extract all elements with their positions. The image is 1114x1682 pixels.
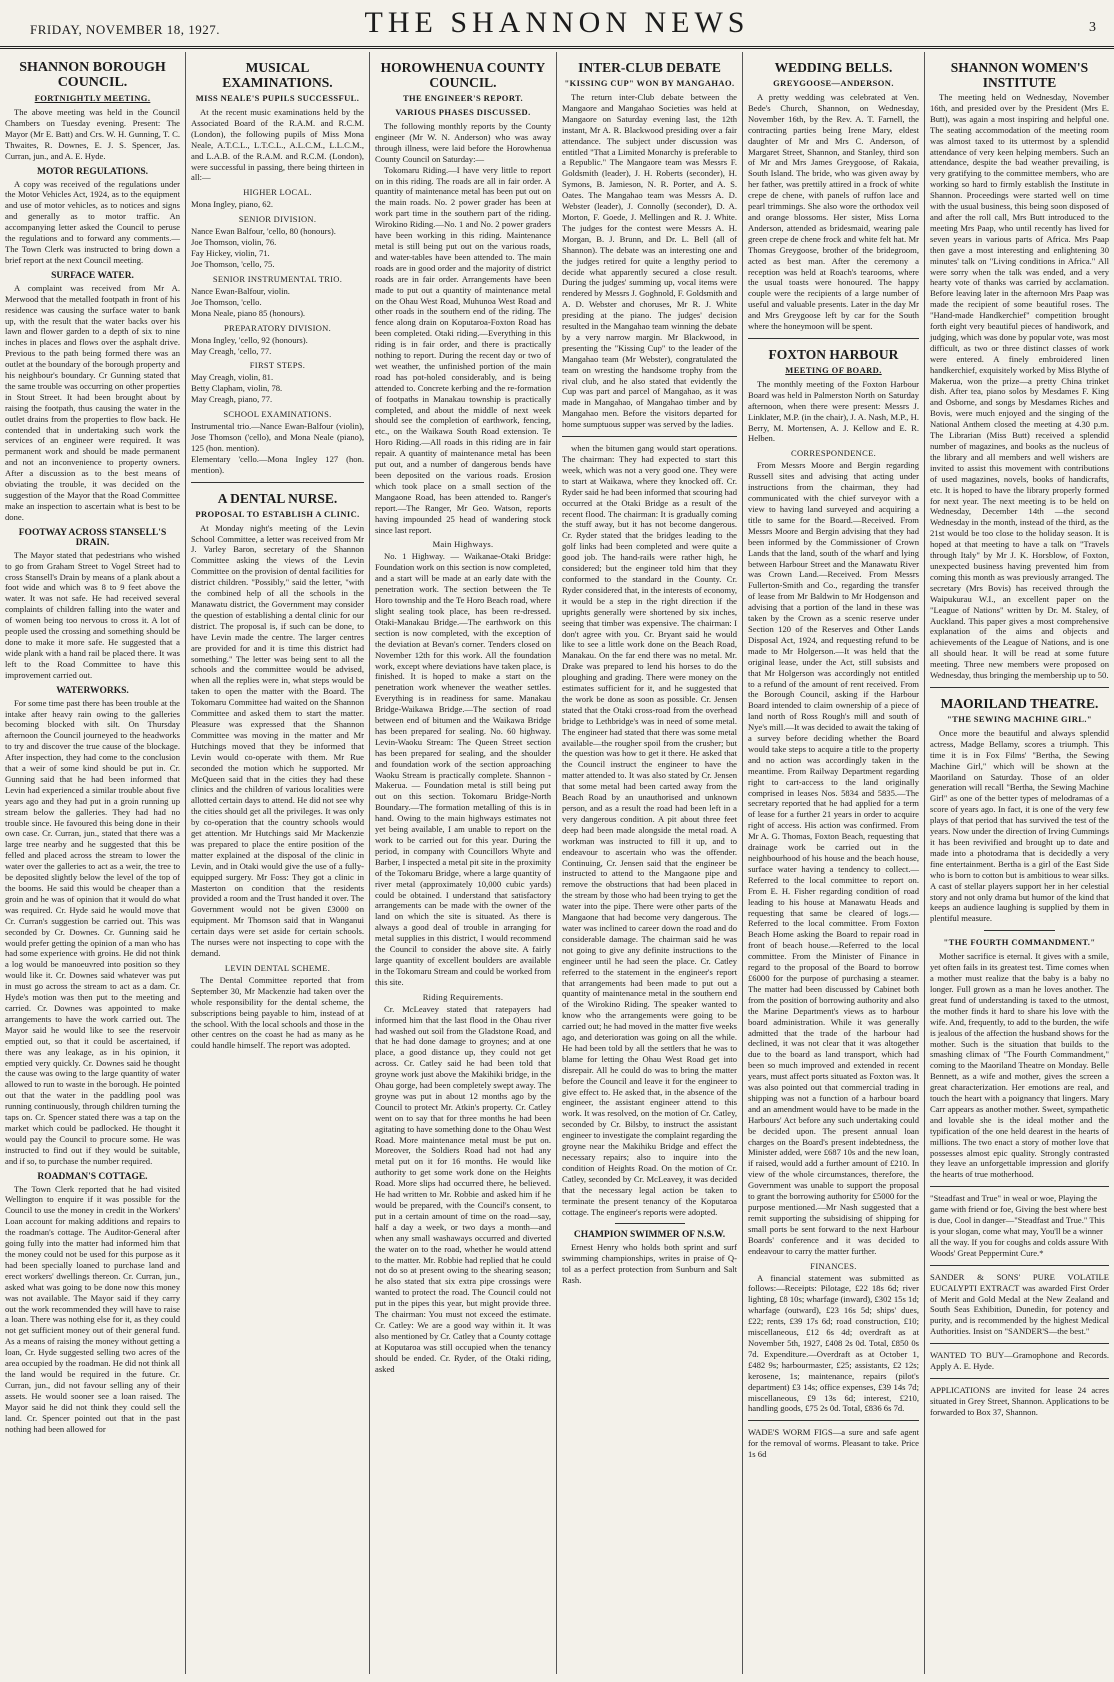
issue-date: FRIDAY, NOVEMBER 18, 1927. (30, 22, 220, 37)
column-rule (930, 687, 1109, 688)
page-marker: 3 (1089, 20, 1096, 35)
column-6 (925, 52, 1114, 1674)
article-body: A copy was received of the regulations under the Motor Vehicles Act, 1924, as to the equipment and use of motor vehicles, as to notices and signs and generally as to motor traffic. An accompanying letter asked the Council to peruse the regulations and to forward any comments.—The Town Clerk was instructed to bring down a brief report at the next Council meeting. (5, 178, 180, 265)
article-headline: MUSICAL EXAMINATIONS. (222, 60, 333, 90)
article-subhead: "THE SEWING MACHINE GIRL." (947, 713, 1092, 724)
section-heading: FIRST STEPS. (249, 360, 306, 371)
result-list: Elementary 'cello.—Mona Ingley 127 (hon. mention). (191, 453, 364, 475)
article-body: The Dental Committee reported that from September 30, Mr Mackenzie had taken over the whole responsibility for the dental scheme, the subscriptions being payable to him, instead of at the school. With the local schools and those in the other centres on the coast he had as many as he could handle himself. The report was adopted. (191, 974, 364, 1051)
article-headline: SHANNON WOMEN'S INSTITUTE (950, 60, 1089, 90)
article-body: The monthly meeting of the Foxton Harbour Board was held in Palmerston North on Saturday afternoon, when there were present: Messrs J. Linklater, M.P. (in the chair), J. A. Nash, M.P., H. Berry, M. Mortensen, A. J. Kellow and E. R. Helben. (748, 378, 919, 444)
section-heading: SENIOR DIVISION. (238, 214, 317, 225)
article-subhead: "KISSING CUP" WON BY MANGAHAO. (564, 78, 735, 88)
article-body: For some time past there has been trouble at the intake after heavy rain owing to the galleries becoming blocked with silt. On Thursday afternoon the Council journeyed to the headworks to try and discover the true cause of the blockage. After inspection, they had come to the conclusion that a weir of some kind should be put in. Cr. Gunning said that he had been informed that Levin had experienced a similar trouble about five years ago and they had put in a groin running up stream below the galleries. They had had no trouble since. He favoured this being done in their own case. Cr. Curran, jun., stated that there was a large tree nearby and he suggested that this be felled and placed across the stream to lower the water over the galleries to act as a weir, the tree to be deposited slightly below the level of the top of the booms. He said this would be cheaper than a groin and he was of opinion that it would do what was required. Cr. Hyde said he would move that Cr. Curran's suggestion be carried out. This was seconded by Cr. Downes. Cr. Gunning said he would prefer getting the opinion of a man who has had some experience with groins. He did not think a log would be manoeuvred into position so they would like it. Cr. Downes said whatever was put in must go across the stream to act as a dam. Cr. Hyde's motion was then put to the meeting and carried. Cr. Downes was appointed to make arrangements to have the work carried out. The Mayor said he would like to see the reservoir emptied out, so that it could be ascertained, if there was any leakage, as in his opinion, it emptied very quickly. Cr. Downes said he thought the cause was owing to the large quantity of water allowed to run to waste in the borough. He pointed out that the water in the paddling pool was running continuously, through children turning the taps on. Cr. Spencer stated there was a tap on the market which could be padlocked. He thought it would pay the Council to procure some. He was instructed to find out if they would be suitable, and if so, to purchase the number required. (5, 697, 180, 1166)
article-body: The Mayor stated that pedestrians who wished to go from Graham Street to Vogel Street had to cross Stansell's Drain by means of a plank about a foot wide and which was 8 to 9 feet above the water. It was not safe. He had received several complaints of children falling into the water and of women being too nervous to cross it. A lot of people used the crossing and something should be done to make it more safe. He suggested that a wide plank with a hand rail be placed there. It was left to the Road Committee to have this improvement carried out. (5, 549, 180, 680)
section-heading: SENIOR INSTRUMENTAL TRIO. (212, 273, 343, 284)
article-body: Once more the beautiful and always splendid actress, Madge Bellamy, scores a triumph. This time it is in Fox Films' "Bertha, the Sewing Machine Girl," which will be shown at the Maoriland on Saturday. Those of an older generation will recall "Bertha, the Sewing Machine Girl" as one of the better types of melodramas of a score of years ago. In fact, it is one of the very few plays of that period that has survived the test of the years. Now under the direction of Irving Cummings it has been revivified and brought up to date and made into a photodrama that is decidedly a very fine entertainment. Bertha is a girl of the East Side who is born to cotton but is ambitious to wear silks. A cast of stellar players support her in her celestial story and not only drama but humor of the kind that keeps an audience laughing is supplied by them in plentiful measure. (930, 727, 1109, 924)
section-heading: Riding Requirements. (422, 991, 504, 1002)
section-heading: CORRESPONDENCE. (790, 448, 877, 459)
article-subhead: THE ENGINEER'S REPORT. (402, 93, 524, 103)
column-rule (748, 338, 919, 339)
article-body: when the bitumen gang would start operations. The chairman: They had expected to start this week, which was not a very good one. They were to start at Waikawa, where they knocked off. Cr. Ryder said he had been informed that scouring had occurred at the Otaki Bridge as a result of the recent flood. The chairman: It is gradually coming the stuff away, but it has not become dangerous. Cr. Ryder stated that the bridges leading to the golf links had been completed and were quite a good job. The hand-rails were rather high, he considered; but the engineer told him that they conformed to the standard in the County. Cr. Ryder considered that, in the interests of economy, it would be a step in the right direction if the uprights generally were shortened by six inches, seeing that timber was expensive. The chairman: I don't agree with you. Cr. Bryant said he would like to see a little work done on the Beach Road, Manakau. On the far end there was no metal. Mr. Drake was prepared to lend his horses to do the ploughing and grading. There were money on the estimates sufficient for it, and he suggested that the work be done as soon as possible. Cr. Jensen stated that the Otaki cross-road from the overhead bridge to Lethbridge's was in need of some metal. The engineer had stated that there was some metal available—the rougher spoil from the crusher; but the question was how to get it there. He asked that the Council instruct the engineer to have the matter attended to. It was also stated by Cr. Jensen that some metal had been carted away from the Beach Road by an unauthorised and unknown person, and as a result the road had been left in a very dangerous condition. A pit about three feet deep had been made alongside the metal road. A workman was instructed to fill it up, and to endeavour to ascertain who was the offender. Continuing, Cr. Jensen said that the engineer be instructed to attend to the Mangaone pipe and remove the obstructions that had been placed in the stream by those who had been trying to get the water into the pipe. There were other parts of the Mangaone that had become very dangerous. The water was inclined to career down the road and do considerable damage. The chairman said he was not going to give any definite instructions to the engineer until he had seen the place. Cr. Catley referred to the statement in the engineer's report that arrangements had been made to put out a quantity of maintenance metal in the southern end of the Wirokino Riding. The speaker wanted to know who the arrangements were going to be carried out; he had moved in the matter five weeks ago, and deterioration was going on all the while. He had been told by all the settlers that he was to blame for letting the Ohau West Road get into disrepair. All he could do was to bring the matter before the Council and leave it for the engineer to give effect to. He asked that, in the absence of the engineer, the assistant engineer attend to this work. It was resolved, on the motion of Cr. Catley, seconded by Cr. Bilsby, to instruct the assistant engineer to investigate the complaint regarding the groyne near the Makihiku Bridge and effect the necessary repairs; also to inquire into the condition of Heights Road. On the motion of Cr. Catley, seconded by Cr. McLeavey, it was decided that the necessary legal action be taken to terminate the present tenancy of the Koputaroa cottage. The engineer's reports were adopted. (562, 443, 737, 1217)
article-body: The return inter-Club debate between the Mangaore and Mangahao Societies was held at Mangaore on Saturday evening last, the 12th instant, Mr A. R. Blackwood presiding over a fair attendance. The subject under discussion was entitled "That a Limited Monarchy is preferable to a Republic." The Mangaore team was Messrs F. Goldsmith (leader), J. H. Roberts (seconder), H. Symons, B. Jamieson, N. R. Porter, and A. S. Oates. The Mangahao team was Messrs A. D. Webster (leader), J. Connolly (seconder), D. A. Morton, F. Goede, J. Mellingen and R. J. White. The judges for the contest were Messrs A. H. Morgan, B. J. Brunn, and Dr. L. Bell (all of Shannon). The debate was an interesting one and the judges retired for quite a lengthy period to decide what apparently secured a close result. During the judges' summing up, vocal items were rendered by Messrs J. Goghnold, F. Goldsmith and A. D. Webster and choruses, Mr R. J. White presiding at the piano. The judges' decision resulted in the Mangahao team winning the debate by a very narrow margin. Mr Blackwood, in presenting the "Kissing Cup" to the leader of the Mangahao team (Mr Webster), congratulated the team on wresting the handsome trophy from the rival club, and he also stated that evidently the Cup was part and parcel of Mangahao, as it was made in Mangahao, of Mangahao timber and by Mangahao men. Before the visitors departed for home sumptuous supper was served by the ladies. (562, 92, 737, 430)
advertisement: "Steadfast and True" in weal or woe, Playing the game with friend or foe, Giving the best where best is due, Cool in danger—"Steadfast and True." This is your slogan, come what may, You'll be a winner all the way. If you for coughs and colds assure With Woods' Great Peppermint Cure.* (930, 1193, 1109, 1258)
article-headline: A DENTAL NURSE. (217, 490, 338, 506)
advertisement: Ernest Henry who holds both sprint and surf swimming championships, writes in praise of Q-tol as a perfect protection from Sunburn and Salt Rash. (562, 1242, 737, 1286)
section-heading: FINANCES. (810, 1260, 857, 1271)
column-5 (743, 52, 925, 1674)
article-body: The meeting held on Wednesday, November 16th, and presided over by the President (Mrs E. Butt), was again a most inspiring and helpful one. The seating accommodation of the meeting room was almost taxed to its uttermost by a splendid attendance of very keen helping members. Such an attendance, despite the bad weather prevailing, is very gratifying to the committee members, who are working so hard to firmly establish the Institute in Shannon. Proceedings were started well on time with the usual business, this being soon disposed of and after the roll call, Mrs Butt introduced to the meeting Mrs Paap, who until recently has lived for seven years in various parts of Africa. Mrs Paap then gave a most interesting and enlightening 30 minutes' talk on "Living conditions in Africa." All were sorry when the talk was ended, and a very hearty vote of thanks was carried by acclamation. Before leaving later in the afternoon Mrs Paap was made the recipient of some beautiful roses. The "Hand-made Handkerchief" competition brought forth eight very beautiful pieces of handiwork, and judging, which was done by popular vote, was most difficult, as two or three distinct classes of work were entered. A finely embroidered linen handkerchief, exquisitely worked by Miss Blythe of Makerua, won the prize—a pretty China trinket dish. After tea, piano solos by Mesdames F. King and Osborne, and songs by Mesdames Riches and Bovis, were much enjoyed and the singing of the National Anthem closed the meeting at 4.30 p.m. The Librarian (Miss Butt) received a splendid number of magazines, and books as the nucleus of the library and all members and well wishers are invited to assist this movement with contributions of used magazines, novels, books of handicrafts, etc. It is hoped to have the library properly formed for next year. The next meeting is to be held on Wednesday, December 14th —the second Wednesday in the month, instead of the third, as the 21st would be too close to the holiday season. It is hoped at that meeting to have a talk on "Travels through Italy" by Mr J. K. Horsblow, of Foxton, unexpected business having prevented him from coming this month as was previously arranged. The secretary (Mrs Bovis) has received through the Waipukurau W.I., an excellent paper on the "League of Nations" written by Dr. M. Staley, of Auckland. This paper gives a most comprehensive explanation of the aims and objects and achievements of the League of Nations, and is one all should hear. It will be read at some future meeting. Three new members were proposed on Wednesday, thus bringing the membership up to 50. (930, 92, 1109, 681)
column-rule (562, 436, 737, 437)
article-subhead: PROPOSAL TO ESTABLISH A CLINIC. (195, 508, 360, 519)
article-body: A complaint was received from Mr A. Merwood that the metalled footpath in front of his residence was causing the surface water to bank up, with the result that the water backs over his lawn and flower garden to a depth of six to nine inches in places and flows over the asphalt drive. Previous to the path being formed there was an outlet at the boundary of the borough property and his neighbour's boundary. Cr Gunning stated that the same trouble was occurring on other properties in Stout Street. It had been brought about by raising the footpath, thus causing the water in the outlet drains from the properties to flow back. He contended that in undertaking such work the services of an engineer were required. It was permanent work and should be made permanent and not an inconvenience to property owners. After a discussion as to the best means of obviating the trouble, it was decided on the suggestion of the Mayor that the Road Committee make an inspection to ascertain what is best to be done. (5, 282, 180, 522)
section-heading: Main Highways. (432, 539, 494, 550)
article-headline: WEDDING BELLS. (774, 60, 893, 75)
article-body: At Monday night's meeting of the Levin School Committee, a letter was received from Mr J. Varley Baron, secretary of the Shannon Committee asking the views of the Levin Committee on the provision of dental facilities for district children. "Possibly," said the letter, "with the combined help of all the schools in the Manawatu district, the Government may consider the question of establishing a dental clinic for our district. The proposal is, if such can be done, to have Levin made the centre. The larger centres are provided for and it is time this district had something." The letter was being sent to all the schools and the committee would be advised, when all the replies were in, what steps would be taken to open the matter with the Board. The Tokomaru Committee had waited on the Shannon Committee and asked them to start the matter. Pleasure was expressed that the Shannon Committee was moving in the matter and Mr Hutchings moved that they be informed that Levin would co-operate with them. Mr Rue seconded the motion which he supported. Mr McQueen said that in the cities they had these clinics and the children of various localities were allotted certain days to attend. He did not see why the cities should get all the privileges. It was only by co-operation that the country schools would get attention. Mr Hutchings said Mr Mackenzie was prepared to place the entire position of the matter explained at the disposal of the clinic in Levin, and in Otaki would give the use of a fully-equipped surgery. Mr Foss: They got a clinic in Masterton on condition that the residents provided a room and the Trust handed it over. The Government would not be given £3000 on equipment. Mr Thomson said that in Wanganui certain days were set aside for certain schools. The nurses were not inspecting to cope with the demand. (191, 522, 364, 958)
result-list: May Creagh, violin, 81. Betty Clapham, violin, 78. May Creagh, piano, 77. (191, 372, 283, 405)
section-heading: MOTOR REGULATIONS. (36, 166, 149, 177)
section-heading: LEVIN DENTAL SCHEME. (224, 962, 331, 973)
section-heading: WATERWORKS. (56, 685, 129, 696)
article-headline: SHANNON BOROUGH COUNCIL. (19, 60, 166, 90)
advertisement: APPLICATIONS are invited for lease 24 acres situated in Grey Street, Shannon. Applications to be forwarded to Box 37, Shannon. (930, 1384, 1109, 1417)
article-body: The following monthly reports by the County engineer (Mr W. N. Anderson) who was away through illness, were laid before the Horowhenua County Council on Saturday:— (375, 121, 551, 164)
result-list: Joe Thomson, violin, 76. Fay Hickey, violin, 71. Joe Thomson, 'cello, 75. (191, 237, 277, 269)
result-list: Nance Ewan Balfour, 'cello, 80 (honours). (191, 226, 336, 237)
article-headline: HOROWHENUA COUNTY COUNCIL. (380, 60, 546, 90)
column-1 (0, 52, 186, 1674)
column-rule (748, 1420, 919, 1421)
article-body: From Messrs Moore and Bergin regarding Russell sites and advising that acting under instructions from the chairman, they had communicated with the chief surveyor with a view to having land surveyed and acquiring a title to same for the Board.—Received. From Messrs Moore and Bergin advising that they had been informed by the Commissioner of Crown Lands that the land, south of the wharf and lying between Harbour Street and the Manawatu River was Crown Land.—Received. From Messrs Fullerton-Smith and Co., regarding the transfer of lease from Mr Baldwin to Mr Hodgenson and advising that a portion of the land in these was taken by the Crown as a scenic reserve under Section 120 of the Reserves and Other Lands Disposal Act, 1924, and requesting refund to be made to Mr Holgerson.—It was held that the original lease, under the Act, still subsists and that Mr Holgerson was accordingly not entitled to a refund of the amount of rent received. From the Borough Council, asking if the Harbour Board intended to claim ownership of a piece of land north of Ross Rough's mill and south of Nye's mill.—It was decided to await the taking of a survey before deciding whether the Board would take steps to acquire a title to the property and no action was accordingly taken in the meantime. From Railway Department regarding right to cart-access to the land originally comprised in leases Nos. 5834 and 5835.—The secretary reported that he had applied for a term of lease for a further 21 years in order to acquire right of access. His action was confirmed. From Mr A. G. Thomas, Foxton Beach, requesting that drainage work be carried out in the neighbourhood of his house and the beach house, surface water having a tendency to collect.—Referred to the local committee to report on. From E. H. Fisher regarding condition of road leading to his house at Manawatu Heads and requesting that same be cleared of logs.—Referred to the local committee. From Foxton Beach Home asking the Board to repair road in front of beach house.—Referred to the local committee. From the Minister of Finance in regard to the proposal of the Board to borrow £6000 for the purpose of purchasing a steamer. The matter had been discussed by Cabinet both from the position of borrowing authority and also the Marine Department's views as to harbour board administration. While it was generally admitted that the trade of the harbour had declined, it was not clear that it was altogether due to the board as land transport, which had been so much improved and extended in recent years, must affect ports situated as Foxton was. It was also pointed out that commercial trading in shipping was not a function of a harbour board and an amendment would have to be made in the Harbours' Act before any such undertaking could be decided upon. The present annual loan charges on the Board's present indebtedness, the Minister added, were £687 10s and the new loan, if raised, would add a further amount of £210. In view of the whole circumstances, therefore, the Government was unable to support the proposal to grant the borrowing authority for £5000 for the purpose mentioned.—Mr Nash suggested that a remit supporting the subsidising of shipping for small ports be sent forward to the next Harbour Boards' conference and it was decided to endeavour to carry the matter further. (748, 460, 919, 1256)
article-headline: FOXTON HARBOUR (768, 346, 899, 362)
column-rule (984, 930, 1056, 931)
advertisement: SANDER & SONS' PURE VOLATILE EUCALYPTI EXTRACT was awarded First Order of Merit and Gold Medal at the New Zealand and South Seas Exhibition, Dunedin, for potency and purity, and is recommended by the highest Medical Authorities. Insist on "SANDER'S—the best." (930, 1271, 1109, 1337)
section-heading: SURFACE WATER. (51, 270, 134, 281)
advertisement: WANTED TO BUY—Gramophone and Records. Apply A. E. Hyde. (930, 1350, 1109, 1372)
result-list: Instrumental trio.—Nance Ewan-Balfour (violin), Jose Thomson ('cello), and Mona Neale (piano), 125 (hon. mention). (191, 421, 364, 453)
article-body: Tokomaru Riding.—I have very little to report on in this riding. The roads are all in fair order. A quantity of maintenance metal has been put out on the main roads. No. 2 power grader has been at work part time in the southern part of the riding. Wirokino Riding.—No. 1 and No. 2 power graders have been working in this riding. Maintenance metal is still being put out on the various roads, and water-tables have been attended to. The main roads are in good order and the majority of district roads are in fair order. Arrangements have been made to put out a quantity of maintenance metal on the Ohau West Road, Muhunoa West Road and other roads in the southern end of the riding. The fence along drain on Koputaroa-Foxton Road has been completed. Otaki riding.—Everything in this riding is in fair order, and there is practically nothing to report. During the recent day or two of wet weather, the unfinished portion of the main road has pot-holed considerably, and is being attended to. Concrete kerbing and the re-formation of footpaths in Manakau township is practically completed, and about the middle of next week should see the completion of earthwork, fencing, etc., on the Waikawa South Road extension. Te Horo Riding.—All roads in this riding are in fair repair. A quantity of maintenance metal has been put out, and a number of dangerous bends have been deposited on the various roads. Erosion which took place on a small section of the Mangaone Road, has been attended to. Ranger's report.—The Ranger, Mr Geo. Watson, reports having impounded 25 head of wandering stock since last report. (375, 164, 551, 535)
article-body: A pretty wedding was celebrated at Ven. Bede's Church, Shannon, on Wednesday, November 16th, by the Rev. A. T. Farnell, the contracting parties being Irene Mary, eldest daughter of Mr and Mrs C. Anderson, of Margaret Street, Shannon, and Stanley, third son of Mr and Mrs James Greygoose, of Rakaia, South Island. The bride, who was given away by her father, was prettily attired in a frock of white crepe de chene, with panels of ruffon lace and pearl trimmings. She also wore the orthodox veil and orange blossoms. Her sister, Miss Lorna Anderson, attended as bridesmaid, wearing pale green crepe de chene frock and white felt hat. Mr Thomas Greygoose, brother of the bridegroom, acted as best man. After the ceremony a reception was held at Roach's tearooms, where the usual toasts were honoured. The happy couple were the recipients of a large number of useful and valuable presents. Later in the day Mr and Mrs Greygoose left by car for the South where the honeymoon will be spent. (748, 92, 919, 332)
section-heading: ROADMAN'S COTTAGE. (37, 1171, 148, 1182)
article-headline: INTER-CLUB DEBATE (578, 60, 721, 75)
column-rule (930, 1378, 1109, 1379)
article-subhead: FORTNIGHTLY MEETING. (34, 93, 151, 103)
advertisement: WADE'S WORM FIGS—a sure and safe agent for the removal of worms. Pleasant to take. Price 1s 6d (748, 1427, 919, 1460)
column-rule (191, 482, 364, 483)
column-4 (557, 52, 743, 1674)
section-heading: CHAMPION SWIMMER OF N.S.W. (573, 1230, 726, 1241)
section-heading: HIGHER LOCAL. (243, 187, 312, 198)
article-subhead: VARIOUS PHASES DISCUSSED. (395, 107, 531, 117)
article-body: The above meeting was held in the Council Chambers on Tuesday evening. Present: The Mayor (Mr E. Batt) and Crs. W. H. Gunning, T. C. Thwaites, R. Downes, E. J. S. Spencer, Jas. Curran, jun., and A. E. Hyde. (5, 107, 180, 161)
section-heading: PREPARATORY DIVISION. (223, 322, 332, 333)
column-3 (370, 52, 557, 1674)
article-body: The Town Clerk reported that he had visited Wellington to enquire if it was possible for the Council to use the money in credit in the Workers' Loan account for making additions and repairs to the roadman's cottage. The Auditor-General after going fully into the matter had informed him that the money could not be used for this purpose as it had been specially loaned to purchase land and erect workers' dwellings thereon. Cr. Curran, jun., asked what was going to be done now this money was not available. The Mayor said if they carry out the work recommended they will have to raise a loan. There was nothing else for it, as they could not get sufficient money out of their general fund. As a means of raising the money without getting a loan, Cr. Hyde suggested selling two acres of the area occupied by the roadman. He did not think all the land would be required in the future. Cr. Curran, jun., did not favour selling any of their assets. He would sooner see a loan raised. The Mayor said he did not think they could sell the land. Cr. Spencer pointed out that in the past nothing had been allowed for (5, 1183, 180, 1434)
article-subhead: MISS NEALE'S PUPILS SUCCESSFUL. (195, 93, 360, 103)
article-body: Mother sacrifice is eternal. It gives with a smile, yet often fails in its greatest test. Time comes when a mother must realize that the baby is a baby no longer. Full grown as a man he loves another. The great fund of understanding is taxed to the utmost, the mother finds it hard to share his love with the wife. And, frequently, to add to the burden, the wife is jealous of the affection the husband shows for the mother. Such is the situation that builds to the smashing climax of "The Fourth Commandment," coming to the Maoriland Theatre on Monday. Belle Bennett, as a wife and mother, gives the screen a great characterization. Her emotions are real, and touch the heart with a poignancy that lingers. Mary Carr appears as another mother. Sweet, sympathetic and lovable she is the ideal mother and the typification of the one held dearest in the hearts of millions. The two enact a story of mother love that possesses almost epic quality. Strongly contrasted they leave an unforgettable impression and glorify the hearts of true motherhood. (930, 951, 1109, 1180)
result-list: Nance Ewan-Balfour, violin. Joe Thomson, 'cello. Mona Neale, piano 85 (honours). (191, 285, 306, 318)
section-heading: SCHOOL EXAMINATIONS. (223, 409, 332, 420)
column-rule (930, 1343, 1109, 1344)
result-list: Mona Ingley, piano, 62. (191, 199, 274, 210)
column-rule (930, 1265, 1109, 1266)
newspaper-title: THE SHANNON NEWS (364, 6, 750, 39)
column-2 (186, 52, 370, 1674)
article-subhead: MEETING OF BOARD. (785, 364, 882, 375)
column-rule (930, 1186, 1109, 1187)
article-subhead: "THE FOURTH COMMANDMENT." (943, 937, 1096, 948)
result-list: Mona Ingley, 'cello, 92 (honours). May Creagh, 'cello, 77. (191, 334, 308, 356)
masthead (0, 0, 1114, 49)
article-body: No. 1 Highway. — Waikanae-Otaki Bridge: Foundation work on this section is now completed, and a start will be made at an early date with the penetration work. The section between the Te Horo township and the Te Horo Beach road, where slight sealing took place, has been re-dressed. Otaki-Manakau Bridge.—The earthwork on this section is now completed, with the exception of the deviation at Bevan's corner. Tenders closed on November 12th for this work. All the foundation work, except where deviations have taken place, is finished. It is hoped to make a start on the penetration work whenever the weather settles. Everything is in readiness for same. Manakau Bridge-Waikawa Bridge.—The section of road between end of bitumen and the Waikawa Bridge has been prepared for sealing. No. 60 highway. Levin-Waoku Stream: The Queen Street section has been prepared for sealing, and the shoulder and foundation work of the section approaching Waoku Stream is practically complete. Shannon - Makerua. — Foundation metal is still being put out on this section. Tokomaru Bridge-North Boundary.—The formation metalling of this is in hand. Owing to the main highways estimates not yet being available, I am unable to report on the work to be carried out for this year. During the period, in company with Councillors Whyte and Barber, I inspected a metal pit site in the proximity of the Tokomaru Bridge, where a large quantity of river metal (approximately 10,000 cubic yards) could be obtained. I understand that satisfactory arrangements can be made with the owner of the land on which the site is situated. As there is always a good deal of trouble in arranging for metal supplies in this district, I would recommend the Council to consider the above site. A fairly large quantity of excellent boulders are available in the Tokomaru Stream and could be worked from this site. (375, 551, 551, 987)
article-subhead: GREYGOOSE—ANDERSON. (773, 78, 894, 88)
article-body: A financial statement was submitted as follows:—Receipts: Pilotage, £22 18s 6d; river lighting, £8 10s; wharfage (inward), £302 15s 1d; wharfage (outward), £23 16s 5d; ships' dues, £22; rents, £39 17s 6d; road construction, £10; miscellaneous, £12 6s 4d; overdraft as at November 5th, 1927, £408 2s 0d. Total, £850 0s 7d. Expenditure.—Overdraft as at October 1, £482 9s; harbourmaster, £25; assistants, £2 12s; kerosene, 1s; maintenance, repairs (pilot's department) £3 14s; office expenses, £39 14s 7d; miscellaneous, £9 13s 6d; interest, £210, handling goods, £75 2s 0d. Total, £836 6s 7d. (748, 1272, 919, 1414)
section-heading: FOOTWAY ACROSS STANSELL'S DRAIN. (18, 527, 167, 548)
column-rule (615, 1223, 685, 1224)
article-headline: MAORILAND THEATRE. (940, 695, 1099, 711)
article-body: At the recent music examinations held by the Associated Board of the R.A.M. and R.C.M. (London), the following pupils of Miss Mona Neale, A.T.C.L., L.T.C.L., A.L.C.M., L.L.C.M., and L.A.B. of the R.A.M. and R.C.M. (London), were successful in passing, there being thirteen in all:— (191, 107, 364, 183)
article-body: Cr. McLeavey stated that ratepayers had informed him that the last flood in the Ohau river had washed out soil from the Gladstone Road, and that he had done damage to groynes; and at one place, a good distance up, they could not get across. Cr. Catley said he had been told that groyne work just above the Makihiki bridge, in the Ohau gorge, had been completely swept away. The groyne was put in about 12 months ago by the Council to protect Mr. Atkin's property. Cr. Catley went on to say that for three months he had been agitating to have something done to the Ohau West Road. More maintenance metal must be put on. Moreover, the Soldiers Road had not had any metal put on it for 16 months. He would like authority to get some work done on the Heights Road. More slips had occurred there, he believed. He had written to Mr. Robbie and asked him if he would be prepared, with the Council's consent, to put in a certain amount of time on the road—say, half a day a week, or two days a month—and when any small washaways occurred and diverted the water on to the road, whether he would attend to the matter. Mr. Robbie had replied that he could not do so at present owing to the shearing season; he also stated that six extra pipe crossings were wanted to protect the road. The Council could not put in the pipes this year, but might provide three. The chairman: You must not exceed the estimate. Cr. Catley: We are a good way within it. It was also mentioned by Cr. Catley that a County cottage at Koputaroa was still occupied when the tenancy should be ended. Cr. Ryder, of the Otaki riding, asked (375, 1003, 551, 1374)
